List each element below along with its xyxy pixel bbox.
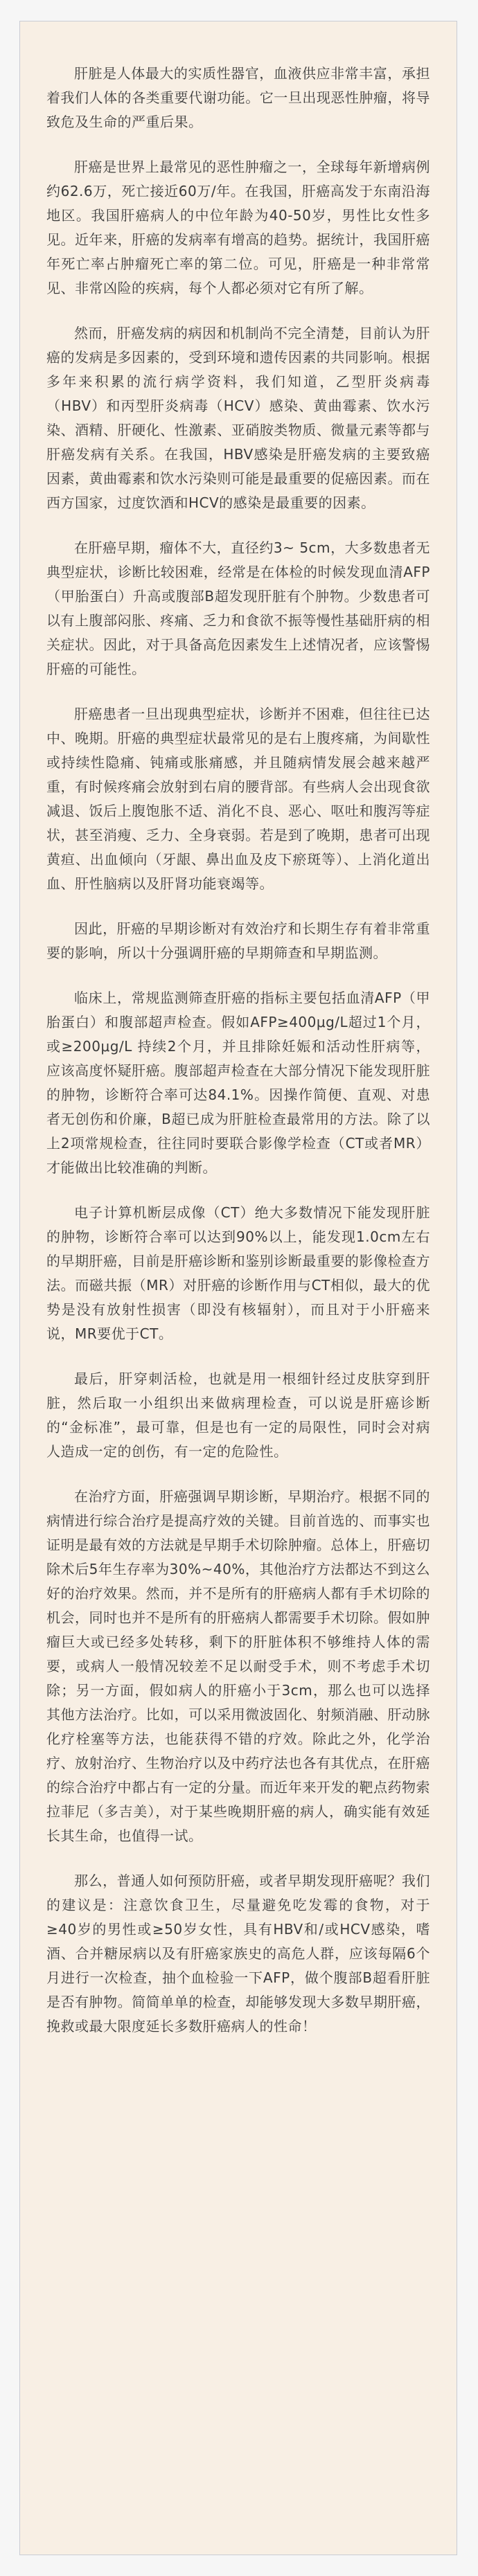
paragraph-8: 电子计算机断层成像（CT）绝大多数情况下能发现肝脏的肿物，诊断符合率可以达到90%以上，能发现1.0cm左右的早期肝癌，目前是肝癌诊断和鉴别诊断最重要的影像检查方法。而磁共振（MR）对肝癌的诊断作用与CT相似，最大的优势是没有放射性损害（即没有核辐射），而且对于小肝癌来说，MR要优于CT。 xyxy=(46,1204,430,1342)
paragraph-3: 然而，肝癌发病的病因和机制尚不完全清楚，目前认为肝癌的发病是多因素的，受到环境和遗传因素的共同影响。根据多年来积累的流行病学资料，我们知道，乙型肝炎病毒（HBV）和丙型肝炎病毒（HCV）感染、黄曲霉素、饮水污染、酒精、肝硬化、性激素、亚硝胺类物质、微量元素等都与肝癌发病有关系。在我国，HBV感染是肝癌发病的主要致癌因素，黄曲霉素和饮水污染则可能是最重要的促癌因素。而在西方国家，过度饮酒和HCV的感染是最重要的因素。 xyxy=(46,325,430,511)
paragraph-11: 那么，普通人如何预防肝癌，或者早期发现肝癌呢？我们的建议是：注意饮食卫生，尽量避免吃发霉的食物，对于≥40岁的男性或≥50岁女性，具有HBV和/或HCV感染，嗜酒、合并糖尿病以及有肝癌家族史的高危人群，应该每隔6个月进行一次检查，抽个血检验一下AFP，做个腹部B超看肝脏是否有肿物。简简单单的检查，却能够发现大多数早期肝癌，挽救或最大限度延长多数肝癌病人的性命！ xyxy=(46,1872,430,2034)
paragraph-5: 肝癌患者一旦出现典型症状，诊断并不困难，但往往已达中、晚期。肝癌的典型症状最常见的是右上腹疼痛，为间歇性或持续性隐痛、钝痛或胀痛感，并且随病情发展会越来越严重，有时候疼痛会放射到右肩的腰背部。有些病人会出现食欲减退、饭后上腹饱胀不适、消化不良、恶心、呕吐和腹泻等症状，甚至消瘦、乏力、全身衰弱。若是到了晚期，患者可出现黄疸、出血倾向（牙龈、鼻出血及皮下瘀斑等）、上消化道出血、肝性脑病以及肝肾功能衰竭等。 xyxy=(46,706,430,892)
paragraph-9: 最后，肝穿刺活检，也就是用一根细针经过皮肤穿到肝脏，然后取一小组织出来做病理检查，可以说是肝癌诊断的“金标准”，最可靠，但是也有一定的局限性，同时会对病人造成一定的创伤，有一定的危险性。 xyxy=(46,1370,430,1460)
paragraph-10: 在治疗方面，肝癌强调早期诊断，早期治疗。根据不同的病情进行综合治疗是提高疗效的关键。目前首选的、而事实也证明是最有效的方法就是早期手术切除肿瘤。总体上，肝癌切除术后5年生存率为30%~40%，其他治疗方法都达不到这么好的治疗效果。然而，并不是所有的肝癌病人都有手术切除的机会，同时也并不是所有的肝癌病人都需要手术切除。假如肿瘤巨大或已经多处转移，剩下的肝脏体积不够维持人体的需要，或病人一般情况较差不足以耐受手术，则不考虑手术切除；另一方面，假如病人的肝癌小于3cm，那么也可以选择其他方法治疗。比如，可以采用微波固化、射频消融、肝动脉化疗栓塞等方法，也能获得不错的疗效。除此之外，化学治疗、放射治疗、生物治疗以及中药疗法也各有其优点，在肝癌的综合治疗中都占有一定的分量。而近年来开发的靶点药物索拉菲尼（多吉美），对于某些晚期肝癌的病人，确实能有效延长其生命，也值得一试。 xyxy=(46,1488,430,1844)
article-card xyxy=(19,21,457,2555)
paragraph-1: 肝脏是人体最大的实质性器官，血液供应非常丰富，承担着我们人体的各类重要代谢功能。它一旦出现恶性肿瘤，将导致危及生命的严重后果。 xyxy=(46,65,430,130)
paragraph-2: 肝癌是世界上最常见的恶性肿瘤之一，全球每年新增病例约62.6万，死亡接近60万/年。在我国，肝癌高发于东南沿海地区。我国肝癌病人的中位年龄为40-50岁，男性比女性多见。近年来，肝癌的发病率有增高的趋势。据统计，我国肝癌年死亡率占肿瘤死亡率的第二位。可见，肝癌是一种非常常见、非常凶险的疾病，每个人都必须对它有所了解。 xyxy=(46,159,430,296)
paragraph-4: 在肝癌早期，瘤体不大，直径约3~ 5cm，大多数患者无典型症状，诊断比较困难，经常是在体检的时候发现血清AFP（甲胎蛋白）升高或腹部B超发现肝脏有个肿物。少数患者可以有上腹部闷胀、疼痛、乏力和食欲不振等慢性基础肝病的相关症状。因此，对于具备高危因素发生上述情况者，应该警惕肝癌的可能性。 xyxy=(46,539,430,677)
paragraph-6: 因此，肝癌的早期诊断对有效治疗和长期生存有着非常重要的影响，所以十分强调肝癌的早期筛查和早期监测。 xyxy=(46,920,430,961)
paragraph-7: 临床上，常规监测筛查肝癌的指标主要包括血清AFP（甲胎蛋白）和腹部超声检查。假如AFP≥400μg/L超过1个月，或≥200μg/L 持续2个月，并且排除妊娠和活动性肝病等， 应该高度怀疑肝癌。腹部超声检查在大部分情况下能发现肝脏的肿物，诊断符合率可达84.1%。因操作简便、直观、对患者无创伤和价廉，B超已成为肝脏检查最常用的方法。除了以上2项常规检查，往往同时要联合影像学检查（CT或者MR）才能做出比较准确的判断。 xyxy=(46,990,430,1176)
